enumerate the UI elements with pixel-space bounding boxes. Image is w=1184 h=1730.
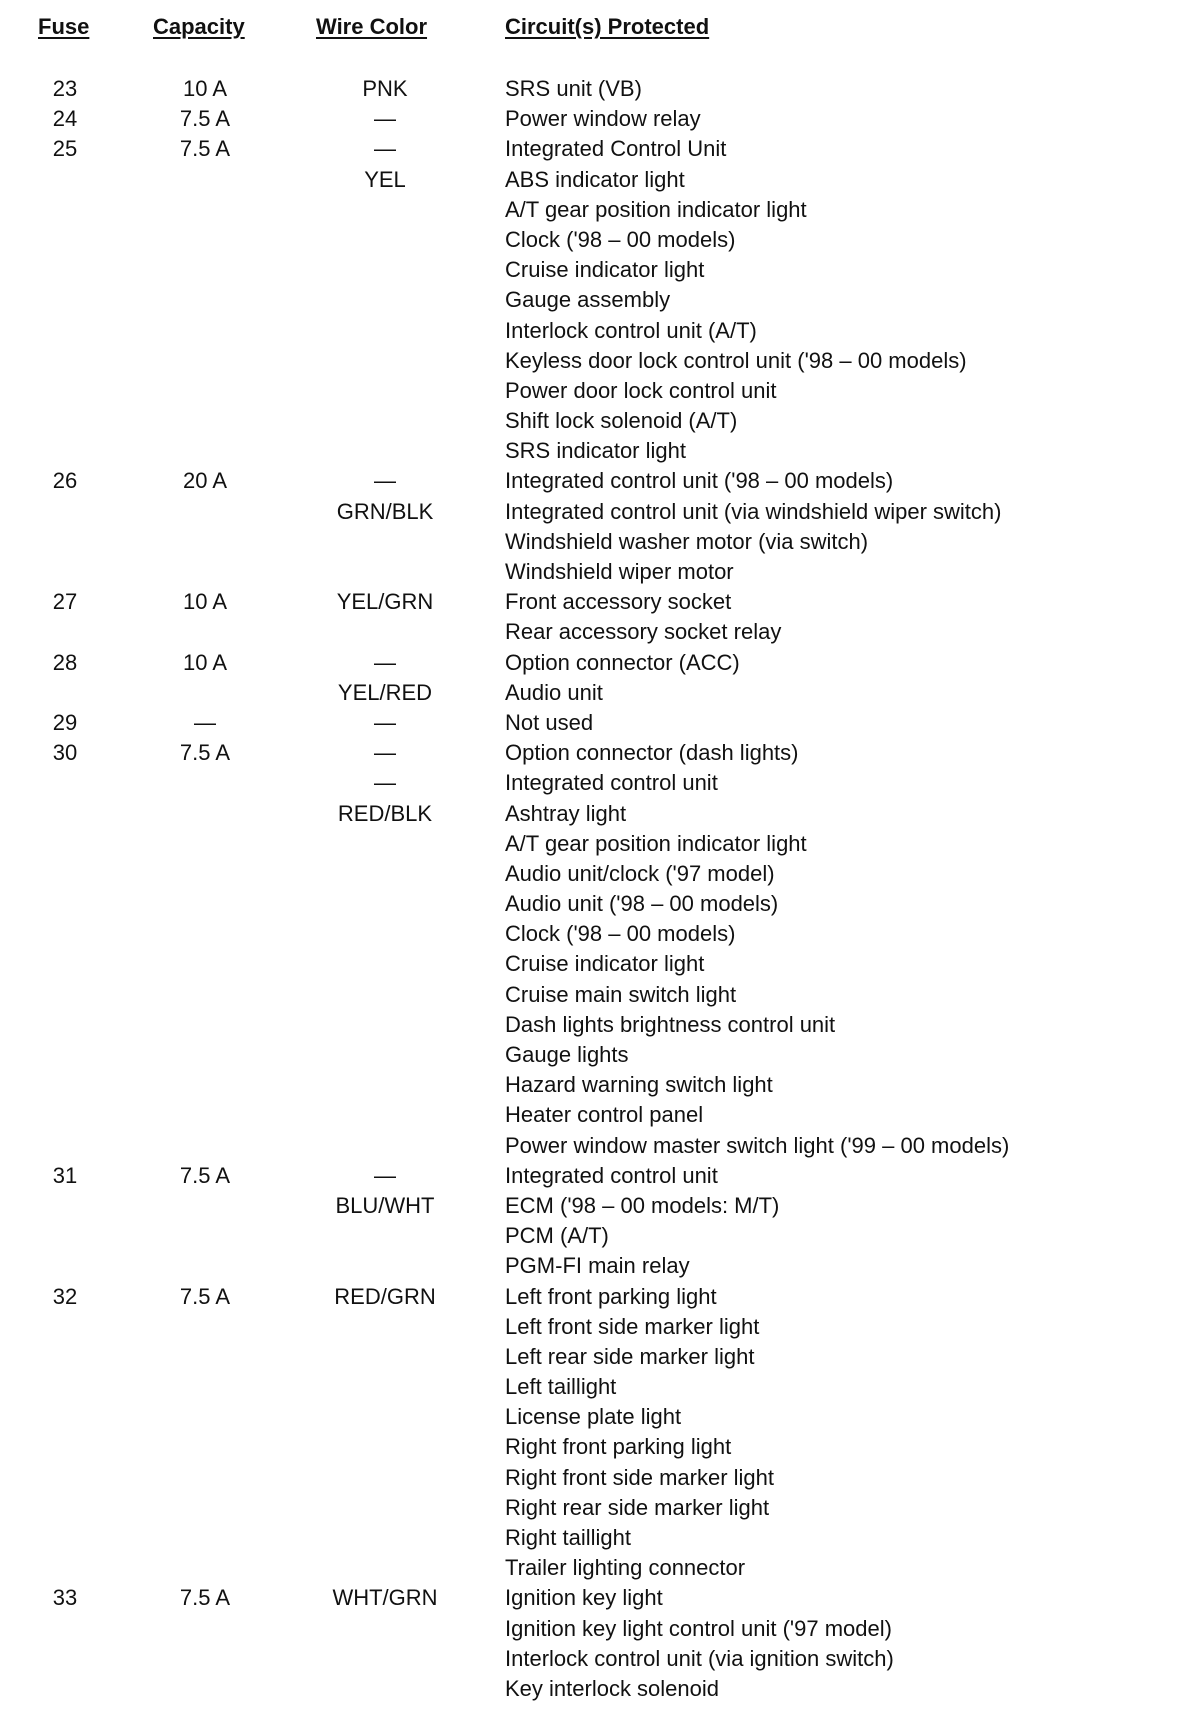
circuit-protected: Dash lights brightness control unit — [505, 1011, 836, 1037]
table-row — [0, 1644, 1184, 1674]
table-row — [0, 1342, 1184, 1372]
table-row — [0, 648, 1184, 678]
circuit-protected: Key interlock solenoid — [505, 1675, 720, 1701]
circuit-protected: Cruise indicator light — [505, 257, 705, 283]
table-row — [0, 195, 1184, 225]
table-row — [0, 527, 1184, 557]
table-row — [0, 1131, 1184, 1161]
circuit-protected: Option connector (dash lights) — [505, 740, 799, 766]
circuit-protected: Windshield wiper motor — [505, 559, 734, 584]
table-row — [0, 1432, 1184, 1462]
circuit-protected: Cruise main switch light — [505, 981, 737, 1007]
table-row — [0, 1493, 1184, 1523]
circuit-protected: Integrated control unit — [505, 770, 718, 796]
table-row — [0, 768, 1184, 798]
circuit-protected: Rear accessory socket relay — [505, 619, 782, 645]
table-row — [0, 799, 1184, 829]
circuit-protected: Integrated control unit (via windshield wiper switch) — [505, 498, 1002, 524]
table-row — [0, 829, 1184, 859]
circuit-protected: Right front parking light — [505, 1434, 732, 1460]
table-row — [0, 738, 1184, 768]
circuit-protected: PGM-FI main relay — [505, 1253, 690, 1279]
wire-color: — — [374, 649, 396, 675]
wire-color: GRN/BLK — [336, 498, 434, 524]
wire-color: YEL/RED — [337, 679, 433, 705]
circuit-protected: Power window master switch light ('99 – 00 models) — [505, 1132, 1010, 1158]
circuit-protected: Interlock control unit (via ignition switch) — [505, 1645, 894, 1671]
table-row — [0, 708, 1184, 738]
table-row — [0, 1553, 1184, 1583]
wire-color: — — [374, 709, 396, 735]
table-row — [0, 134, 1184, 164]
circuit-protected: Ignition key light — [505, 1585, 663, 1611]
fuse-table — [0, 74, 1184, 1704]
circuit-protected: Audio unit — [505, 679, 603, 705]
table-row — [0, 346, 1184, 376]
table-row — [0, 104, 1184, 134]
table-row — [0, 1614, 1184, 1644]
table-row — [0, 678, 1184, 708]
circuit-protected: Heater control panel — [505, 1102, 704, 1128]
fuse-number: 26 — [52, 468, 78, 494]
circuit-protected: Ignition key light control unit ('97 model) — [505, 1615, 892, 1641]
circuit-protected: License plate light — [505, 1404, 682, 1430]
table-row — [0, 1191, 1184, 1221]
table-row — [0, 436, 1184, 466]
circuit-protected: ABS indicator light — [505, 166, 685, 192]
circuit-protected: A/T gear position indicator light — [505, 196, 807, 222]
wire-color: YEL — [364, 166, 406, 192]
circuit-protected: Right rear side marker light — [505, 1494, 770, 1520]
circuit-protected: Ashtray light — [505, 800, 627, 826]
table-row — [0, 255, 1184, 285]
table-row — [0, 617, 1184, 647]
wire-color: — — [374, 106, 396, 132]
fuse-number: 31 — [52, 1162, 78, 1188]
circuit-protected: Shift lock solenoid (A/T) — [505, 408, 738, 434]
table-row — [0, 949, 1184, 979]
circuit-protected: Integrated control unit — [505, 1162, 718, 1188]
capacity-value: 10 A — [182, 649, 228, 675]
table-row — [0, 74, 1184, 104]
fuse-number: 23 — [52, 76, 78, 101]
table-row — [0, 1010, 1184, 1040]
circuit-protected: Audio unit/clock ('97 model) — [505, 860, 775, 886]
table-row — [0, 316, 1184, 346]
circuit-protected: Option connector (ACC) — [505, 649, 740, 675]
wire-color: — — [374, 1162, 396, 1188]
circuit-protected: Not used — [505, 709, 594, 735]
capacity-value: 10 A — [182, 589, 228, 615]
wire-color: BLU/WHT — [335, 1192, 435, 1218]
circuit-protected: Cruise indicator light — [505, 951, 705, 977]
header-capacity: Capacity — [153, 14, 245, 39]
table-row — [0, 1221, 1184, 1251]
table-row — [0, 1402, 1184, 1432]
table-row — [0, 1463, 1184, 1493]
table-row — [0, 225, 1184, 255]
circuit-protected: ECM ('98 – 00 models: M/T) — [505, 1192, 780, 1218]
table-row — [0, 1523, 1184, 1553]
wire-color: — — [374, 468, 396, 494]
fuse-number: 29 — [52, 709, 78, 735]
circuit-protected: Gauge assembly — [505, 287, 671, 313]
fuse-number: 27 — [52, 589, 78, 615]
circuit-protected: Power window relay — [505, 106, 701, 132]
circuit-protected: Front accessory socket — [505, 589, 732, 615]
circuit-protected: Integrated Control Unit — [505, 136, 727, 162]
table-row — [0, 1312, 1184, 1342]
circuit-protected: Trailer lighting connector — [505, 1555, 746, 1581]
table-row — [0, 1282, 1184, 1312]
fuse-number: 25 — [52, 136, 78, 162]
header-wire-color: Wire Color — [316, 14, 428, 39]
circuit-protected: SRS unit (VB) — [505, 76, 642, 101]
wire-color: WHT/GRN — [332, 1585, 438, 1611]
fuse-number: 33 — [52, 1585, 78, 1611]
table-row — [0, 859, 1184, 889]
table-row — [0, 980, 1184, 1010]
capacity-value: 10 A — [182, 76, 228, 101]
table-row — [0, 1040, 1184, 1070]
capacity-value: — — [194, 709, 216, 735]
circuit-protected: SRS indicator light — [505, 438, 686, 464]
table-row — [0, 406, 1184, 436]
capacity-value: 7.5 A — [179, 136, 231, 162]
header-circuits: Circuit(s) Protected — [505, 14, 710, 39]
capacity-value: 7.5 A — [179, 740, 231, 766]
table-row — [0, 1372, 1184, 1402]
circuit-protected: Keyless door lock control unit ('98 – 00 models) — [505, 347, 967, 373]
circuit-protected: Windshield washer motor (via switch) — [505, 528, 869, 554]
fuse-number: 30 — [52, 740, 78, 766]
fuse-number: 24 — [52, 106, 78, 132]
table-row — [0, 557, 1184, 587]
capacity-value: 20 A — [182, 468, 228, 494]
circuit-protected: Right front side marker light — [505, 1464, 774, 1490]
circuit-protected: PCM (A/T) — [505, 1223, 609, 1249]
table-row — [0, 285, 1184, 315]
capacity-value: 7.5 A — [179, 1283, 231, 1309]
table-row — [0, 1674, 1184, 1704]
circuit-protected: Hazard warning switch light — [505, 1072, 773, 1098]
capacity-value: 7.5 A — [179, 106, 231, 132]
fuse-number: 28 — [52, 649, 78, 675]
circuit-protected: Right taillight — [505, 1525, 631, 1550]
table-row — [0, 587, 1184, 617]
circuit-protected: Clock ('98 – 00 models) — [505, 921, 736, 947]
wire-color: RED/BLK — [337, 800, 433, 826]
circuit-protected: Left rear side marker light — [505, 1343, 755, 1369]
circuit-protected: Left front side marker light — [505, 1313, 760, 1339]
table-row — [0, 1070, 1184, 1100]
circuit-protected: Interlock control unit (A/T) — [505, 317, 757, 343]
fuse-number: 32 — [52, 1283, 78, 1309]
circuit-protected: Left taillight — [505, 1374, 617, 1400]
table-row — [0, 376, 1184, 406]
circuit-protected: Audio unit ('98 – 00 models) — [505, 891, 779, 917]
table-row — [0, 466, 1184, 496]
table-row — [0, 889, 1184, 919]
table-row — [0, 1583, 1184, 1613]
table-header — [0, 14, 1184, 44]
circuit-protected: Gauge lights — [505, 1042, 629, 1067]
capacity-value: 7.5 A — [179, 1585, 231, 1611]
circuit-protected: A/T gear position indicator light — [505, 830, 807, 856]
circuit-protected: Power door lock control unit — [505, 377, 777, 403]
circuit-protected: Clock ('98 – 00 models) — [505, 226, 736, 252]
table-row — [0, 1100, 1184, 1130]
table-row — [0, 497, 1184, 527]
table-row — [0, 165, 1184, 195]
table-row — [0, 1251, 1184, 1281]
wire-color: — — [374, 770, 396, 796]
wire-color: PNK — [362, 76, 408, 101]
wire-color: RED/GRN — [334, 1283, 436, 1309]
wire-color: — — [374, 740, 396, 766]
wire-color: YEL/GRN — [336, 589, 434, 615]
capacity-value: 7.5 A — [179, 1162, 231, 1188]
table-row — [0, 919, 1184, 949]
table-row — [0, 1161, 1184, 1191]
circuit-protected: Integrated control unit ('98 – 00 models) — [505, 468, 894, 494]
wire-color: — — [374, 136, 396, 162]
circuit-protected: Left front parking light — [505, 1283, 717, 1309]
header-fuse: Fuse — [38, 14, 90, 39]
